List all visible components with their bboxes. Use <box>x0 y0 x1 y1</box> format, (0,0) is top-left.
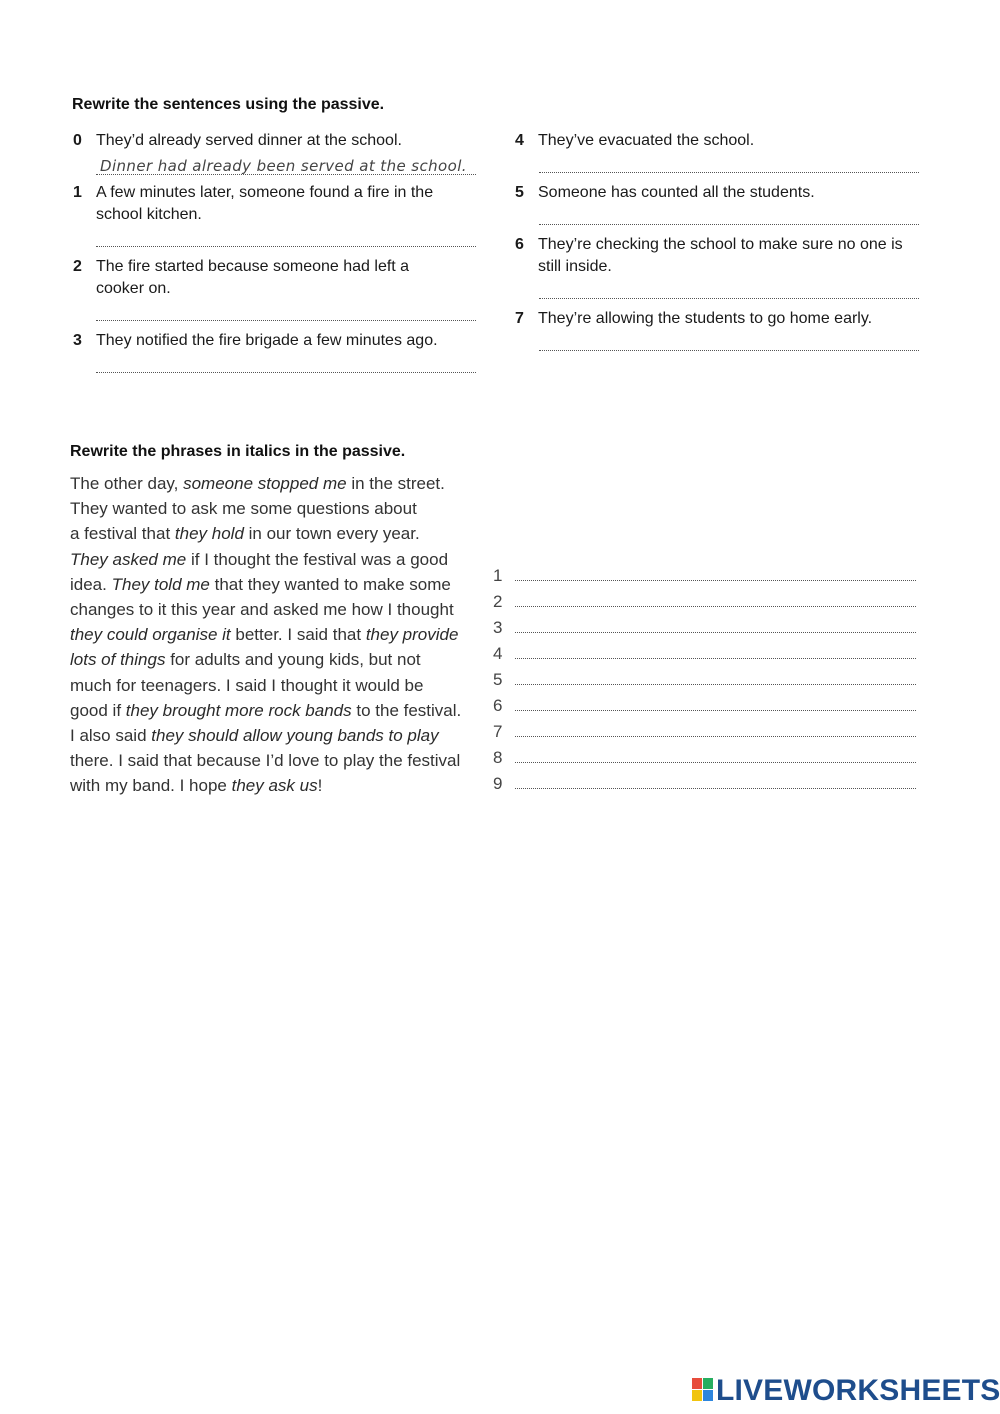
answer-field-p3[interactable] <box>515 632 916 633</box>
answer-number: 6 <box>493 696 503 715</box>
question-number: 2 <box>73 258 82 275</box>
answer-row-2 <box>493 592 916 618</box>
logo-square-yellow <box>692 1390 702 1401</box>
passage-text: to the festival. <box>356 700 462 720</box>
passage-text: idea. <box>70 574 107 594</box>
answer-row-6 <box>493 696 916 722</box>
passage-text: good if <box>70 700 122 720</box>
passage-text: They wanted to ask me some questions about <box>70 499 417 519</box>
question-text: Someone has counted all the students. <box>538 184 815 201</box>
question-number: 5 <box>515 184 524 201</box>
logo-mark-icon <box>692 1378 714 1402</box>
answer-field-p1[interactable] <box>515 580 916 581</box>
italic-phrase-5: they could organise it <box>70 625 231 645</box>
answer-row-4 <box>493 644 916 670</box>
italic-phrase-8: they should allow young bands to play <box>151 725 439 745</box>
logo-square-red <box>692 1378 702 1389</box>
logo-text: LIVEWORKSHEETS <box>716 1374 1000 1407</box>
answer-row-8 <box>493 748 916 774</box>
passage-text: that they wanted to make some <box>214 574 451 594</box>
passage-text: if I thought the festival was a good <box>190 549 449 569</box>
italic-phrase-1: someone stopped me <box>183 474 347 493</box>
answer-number: 2 <box>493 592 503 611</box>
question-number: 7 <box>515 310 524 327</box>
italic-phrase-7: they brought more rock bands <box>125 700 352 720</box>
question-text: The fire started because someone had left a cooker on. <box>96 258 410 297</box>
answer-field-p4[interactable] <box>515 658 916 659</box>
answer-field-p6[interactable] <box>515 710 916 711</box>
passage-text: there. I said that because I’d love to play the festival <box>70 751 461 771</box>
answer-number: 8 <box>493 748 503 767</box>
question-number: 4 <box>515 132 524 149</box>
passage <box>70 471 490 798</box>
question-1 <box>73 182 483 226</box>
question-number: 1 <box>73 184 82 201</box>
question-2 <box>73 256 483 300</box>
italic-phrase-6: they provide <box>365 625 459 645</box>
passage-text: ! <box>317 776 323 796</box>
italic-phrase-6-cont: lots of things <box>70 650 166 670</box>
answer-number: 1 <box>493 566 503 585</box>
question-number: 0 <box>73 132 82 149</box>
passage-text: I also said <box>70 725 147 745</box>
question-6 <box>515 234 925 278</box>
question-number: 6 <box>515 236 524 253</box>
answer-number: 9 <box>493 774 503 793</box>
answer-field-6[interactable] <box>539 298 919 299</box>
passage-text: a festival that <box>70 524 171 544</box>
passage-text: for adults and young kids, but not <box>170 650 421 670</box>
answer-field-5[interactable] <box>539 224 919 225</box>
passage-text: much for teenagers. I said I thought it would be <box>70 675 424 695</box>
answer-line-0 <box>96 174 476 175</box>
italic-phrase-4: They told me <box>111 574 210 594</box>
italic-phrase-9: they ask us <box>231 776 318 796</box>
question-text: They’ve evacuated the school. <box>538 132 755 149</box>
answer-field-1[interactable] <box>96 246 476 247</box>
example-answer: Dinner had already been served at the school. <box>100 157 467 175</box>
section2-title: Rewrite the phrases in italics in the passive. <box>70 443 406 460</box>
answer-row-1 <box>493 566 916 592</box>
answer-number: 4 <box>493 644 503 663</box>
question-text: They’re checking the school to make sure no one is still inside. <box>538 236 903 275</box>
answer-field-2[interactable] <box>96 320 476 321</box>
passage-text: The other day, <box>70 474 179 493</box>
answer-row-7 <box>493 722 916 748</box>
answer-field-p9[interactable] <box>515 788 916 789</box>
logo-square-green <box>703 1378 713 1389</box>
italic-phrase-2: they hold <box>174 524 244 544</box>
logo-square-blue <box>703 1390 713 1401</box>
answer-field-3[interactable] <box>96 372 476 373</box>
passage-text: in our town every year. <box>248 524 420 544</box>
answer-row-3 <box>493 618 916 644</box>
answer-field-p7[interactable] <box>515 736 916 737</box>
question-text: They notified the fire brigade a few minutes ago. <box>96 332 438 349</box>
question-text: A few minutes later, someone found a fire in the school kitchen. <box>96 184 434 223</box>
italic-phrase-3: They asked me <box>70 549 187 569</box>
section1-title: Rewrite the sentences using the passive. <box>72 96 385 113</box>
question-text: They’re allowing the students to go home early. <box>538 310 873 327</box>
answer-number: 7 <box>493 722 503 741</box>
answer-row-5 <box>493 670 916 696</box>
question-number: 3 <box>73 332 82 349</box>
answer-field-p8[interactable] <box>515 762 916 763</box>
answer-number: 3 <box>493 618 503 637</box>
answer-field-7[interactable] <box>539 350 919 351</box>
answer-field-4[interactable] <box>539 172 919 173</box>
answer-field-p2[interactable] <box>515 606 916 607</box>
answer-row-9 <box>493 774 916 800</box>
passage-text: with my band. I hope <box>70 776 227 796</box>
passage-text: changes to it this year and asked me how I thought <box>70 599 454 619</box>
passage-text: in the street. <box>351 474 445 493</box>
answer-field-p5[interactable] <box>515 684 916 685</box>
answer-number: 5 <box>493 670 503 689</box>
question-text: They’d already served dinner at the school. <box>96 132 402 149</box>
passage-text: better. I said that <box>235 625 362 645</box>
